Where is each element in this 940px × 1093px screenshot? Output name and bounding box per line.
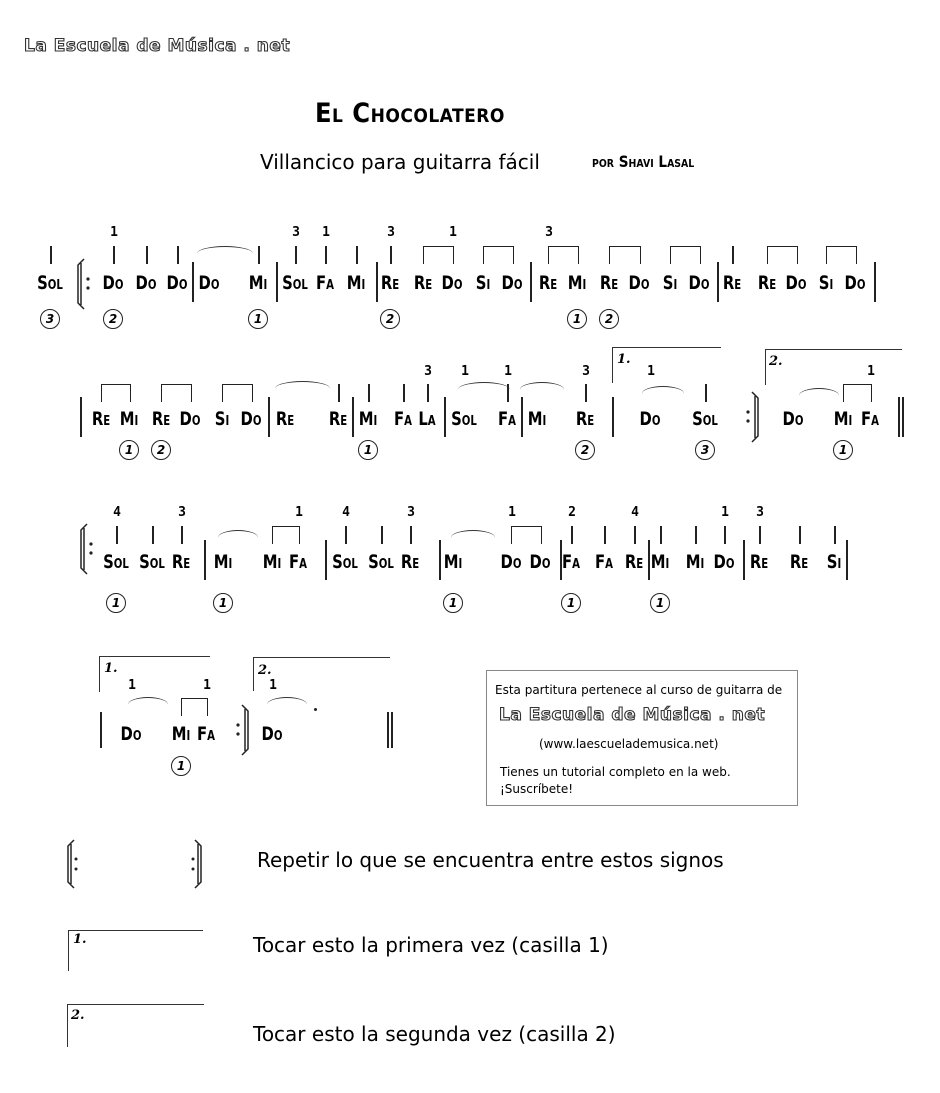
note-re: Re bbox=[151, 408, 171, 430]
beam bbox=[272, 526, 300, 544]
finger-number: 1 bbox=[269, 678, 277, 693]
note-re: Re bbox=[575, 408, 595, 430]
repeat-start-icon bbox=[78, 522, 98, 578]
note-mi: Mi bbox=[171, 723, 191, 745]
note-fa: Fa bbox=[562, 551, 580, 573]
barline bbox=[560, 540, 562, 580]
string-number-circle: 1 bbox=[833, 440, 853, 460]
barline bbox=[521, 397, 523, 437]
stem bbox=[113, 246, 115, 264]
string-number-circle: 2 bbox=[599, 309, 619, 329]
note-re: Re bbox=[624, 551, 644, 573]
note-re: Re bbox=[171, 551, 191, 573]
volta-2-label: 2. bbox=[71, 1008, 85, 1023]
note-si: Si bbox=[818, 272, 834, 294]
note-re: Re bbox=[722, 272, 742, 294]
volta-2-bracket bbox=[765, 349, 902, 385]
note-do: Do bbox=[501, 272, 523, 294]
note-mi: Mi bbox=[346, 272, 366, 294]
stem bbox=[604, 526, 606, 544]
note-do: Do bbox=[500, 551, 522, 573]
tie-slur bbox=[799, 388, 839, 403]
note-mi: Mi bbox=[262, 551, 282, 573]
volta-2-label: 2. bbox=[258, 663, 272, 678]
finger-number: 1 bbox=[449, 225, 457, 240]
tie-slur bbox=[458, 382, 510, 397]
note-sol: Sol bbox=[282, 272, 308, 294]
finger-number: 1 bbox=[203, 678, 211, 693]
note-sol: Sol bbox=[451, 408, 477, 430]
note-re: Re bbox=[400, 551, 420, 573]
beam bbox=[826, 246, 857, 264]
note-sol: Sol bbox=[37, 272, 63, 294]
tie-slur bbox=[451, 530, 495, 545]
volta-2-label: 2. bbox=[769, 354, 783, 369]
finger-number: 3 bbox=[178, 505, 186, 520]
finger-number: 1 bbox=[508, 505, 516, 520]
note-do: Do bbox=[628, 272, 650, 294]
finger-number: 1 bbox=[647, 364, 655, 379]
note-sol: Sol bbox=[368, 551, 394, 573]
volta-1-label: 1. bbox=[73, 932, 87, 947]
volta-1-label: 1. bbox=[104, 661, 118, 676]
note-do: Do bbox=[529, 551, 551, 573]
finger-number: 3 bbox=[407, 505, 415, 520]
beam bbox=[767, 246, 798, 264]
repeat-end-icon bbox=[232, 703, 252, 759]
stem bbox=[695, 526, 697, 544]
repeat-signs-icon bbox=[64, 838, 214, 890]
barline bbox=[376, 262, 378, 302]
barline bbox=[352, 397, 354, 437]
note-do: Do bbox=[441, 272, 463, 294]
barline bbox=[717, 262, 719, 302]
barline bbox=[444, 397, 446, 437]
stem bbox=[585, 384, 587, 402]
tie-slur bbox=[197, 246, 253, 261]
stem bbox=[368, 384, 370, 402]
note-do: Do bbox=[179, 408, 201, 430]
finger-number: 2 bbox=[568, 505, 576, 520]
note-do: Do bbox=[135, 272, 157, 294]
note-re: Re bbox=[91, 408, 111, 430]
info-line-3: Tienes un tutorial completo en la web. bbox=[500, 765, 731, 779]
finger-number: 1 bbox=[867, 364, 875, 379]
note-si: Si bbox=[662, 272, 678, 294]
note-si: Si bbox=[475, 272, 491, 294]
beam bbox=[670, 246, 701, 264]
finger-number: 1 bbox=[322, 225, 330, 240]
note-re: Re bbox=[328, 408, 348, 430]
page-title: El Chocolatero bbox=[315, 98, 505, 129]
stem bbox=[325, 246, 327, 264]
stem bbox=[345, 526, 347, 544]
note-mi: Mi bbox=[358, 408, 378, 430]
repeat-end-icon bbox=[742, 390, 762, 446]
barline bbox=[276, 262, 278, 302]
double-barline bbox=[387, 712, 389, 748]
stem bbox=[660, 526, 662, 544]
note-do: Do bbox=[782, 408, 804, 430]
note-sol: Sol bbox=[139, 551, 165, 573]
tie-slur bbox=[520, 382, 564, 397]
stem bbox=[410, 526, 412, 544]
stem bbox=[732, 246, 734, 264]
note-la: La bbox=[418, 408, 436, 430]
finger-number: 3 bbox=[582, 364, 590, 379]
info-line-1: Esta partitura pertenece al curso de guitarra de bbox=[495, 683, 783, 697]
note-do: Do bbox=[120, 723, 142, 745]
note-sol: Sol bbox=[692, 408, 718, 430]
tie-slur bbox=[218, 530, 258, 545]
string-number-circle: 1 bbox=[119, 440, 139, 460]
note-re: Re bbox=[757, 272, 777, 294]
note-si: Si bbox=[826, 551, 842, 573]
stem bbox=[152, 526, 154, 544]
beam bbox=[161, 384, 192, 402]
finger-number: 1 bbox=[461, 364, 469, 379]
beam bbox=[423, 246, 454, 264]
note-mi: Mi bbox=[443, 551, 463, 573]
stem bbox=[50, 246, 52, 264]
stem bbox=[403, 384, 405, 402]
string-number-circle: 1 bbox=[213, 593, 233, 613]
stem bbox=[381, 526, 383, 544]
note-mi: Mi bbox=[213, 551, 233, 573]
note-fa: Fa bbox=[394, 408, 412, 430]
stem bbox=[116, 526, 118, 544]
string-number-circle: 1 bbox=[650, 593, 670, 613]
note-do: Do bbox=[844, 272, 866, 294]
site-brand-logo: La Escuela de Música . net bbox=[24, 36, 291, 56]
note-do: Do bbox=[785, 272, 807, 294]
barline bbox=[439, 540, 441, 580]
note-re: Re bbox=[749, 551, 769, 573]
note-si: Si bbox=[214, 408, 230, 430]
stem bbox=[834, 526, 836, 544]
barline bbox=[612, 397, 614, 437]
stem bbox=[177, 246, 179, 264]
note-fa: Fa bbox=[861, 408, 879, 430]
string-number-circle: 3 bbox=[695, 440, 715, 460]
string-number-circle: 2 bbox=[103, 309, 123, 329]
note-mi: Mi bbox=[248, 272, 268, 294]
note-do: Do bbox=[102, 272, 124, 294]
finger-number: 4 bbox=[342, 505, 350, 520]
note-mi: Mi bbox=[650, 551, 670, 573]
stem bbox=[759, 526, 761, 544]
tie-slur bbox=[642, 386, 684, 401]
stem bbox=[724, 526, 726, 544]
finger-number: 3 bbox=[292, 225, 300, 240]
stem bbox=[390, 246, 392, 264]
stem bbox=[181, 526, 183, 544]
note-do: Do bbox=[713, 551, 735, 573]
beam bbox=[609, 246, 641, 264]
note-do: Do bbox=[240, 408, 262, 430]
note-fa: Fa bbox=[316, 272, 334, 294]
beam bbox=[222, 384, 253, 402]
stem bbox=[427, 384, 429, 402]
note-fa: Fa bbox=[595, 551, 613, 573]
beam bbox=[181, 698, 208, 716]
string-number-circle: 1 bbox=[248, 309, 268, 329]
note-fa: Fa bbox=[197, 723, 215, 745]
string-number-circle: 1 bbox=[567, 309, 587, 329]
double-barline bbox=[391, 712, 393, 748]
volta-1-icon bbox=[68, 930, 203, 971]
note-re: Re bbox=[538, 272, 558, 294]
note-mi: Mi bbox=[527, 408, 547, 430]
double-barline bbox=[898, 397, 900, 437]
double-barline bbox=[902, 397, 904, 437]
note-do: Do bbox=[166, 272, 188, 294]
finger-number: 4 bbox=[113, 505, 121, 520]
subtitle: Villancico para guitarra fácil bbox=[260, 150, 540, 174]
finger-number: 1 bbox=[110, 225, 118, 240]
finger-number: 3 bbox=[424, 364, 432, 379]
barline bbox=[530, 262, 532, 302]
info-box bbox=[486, 670, 798, 806]
barline bbox=[325, 540, 327, 580]
string-number-circle: 1 bbox=[171, 756, 191, 776]
stem bbox=[571, 526, 573, 544]
stem bbox=[705, 384, 707, 402]
note-fa: Fa bbox=[498, 408, 516, 430]
stem bbox=[258, 246, 260, 264]
note-sol: Sol bbox=[332, 551, 358, 573]
finger-number: 4 bbox=[631, 505, 639, 520]
beam bbox=[483, 246, 514, 264]
legend-repeat-text: Repetir lo que se encuentra entre estos signos bbox=[257, 848, 724, 872]
tie-slur bbox=[128, 697, 168, 712]
tie-slur bbox=[275, 381, 330, 396]
string-number-circle: 1 bbox=[106, 593, 126, 613]
note-do: Do bbox=[639, 408, 661, 430]
string-number-circle: 3 bbox=[40, 309, 60, 329]
info-line-4: ¡Suscríbete! bbox=[500, 782, 574, 796]
finger-number: 1 bbox=[504, 364, 512, 379]
finger-number: 1 bbox=[128, 678, 136, 693]
barline bbox=[192, 262, 194, 302]
barline bbox=[648, 540, 650, 580]
string-number-circle: 1 bbox=[358, 440, 378, 460]
note-sol: Sol bbox=[103, 551, 129, 573]
barline bbox=[874, 262, 876, 302]
finger-number: 1 bbox=[721, 505, 729, 520]
volta-2-bracket bbox=[253, 657, 390, 691]
finger-number: 3 bbox=[387, 225, 395, 240]
author: por Shavi Lasal bbox=[592, 152, 695, 171]
repeat-start-icon bbox=[75, 257, 95, 313]
info-url: (www.laescuelademusica.net) bbox=[539, 737, 719, 751]
barline bbox=[846, 540, 848, 580]
string-number-circle: 2 bbox=[575, 440, 595, 460]
stem bbox=[356, 246, 358, 264]
string-number-circle: 2 bbox=[151, 440, 171, 460]
stem bbox=[295, 246, 297, 264]
note-do: Do bbox=[688, 272, 710, 294]
note-mi: Mi bbox=[685, 551, 705, 573]
staccato-dot bbox=[314, 708, 317, 711]
finger-number: 3 bbox=[756, 505, 764, 520]
barline bbox=[268, 397, 270, 437]
note-re: Re bbox=[413, 272, 433, 294]
note-do: Do bbox=[198, 272, 220, 294]
string-number-circle: 1 bbox=[561, 593, 581, 613]
beam bbox=[548, 246, 579, 264]
beam bbox=[511, 526, 542, 544]
barline bbox=[100, 712, 102, 748]
barline bbox=[80, 397, 82, 437]
finger-number: 3 bbox=[545, 225, 553, 240]
tie-slur bbox=[267, 697, 307, 712]
note-mi: Mi bbox=[833, 408, 853, 430]
info-brand-logo: La Escuela de Música . net bbox=[499, 705, 766, 725]
volta-2-icon bbox=[67, 1004, 204, 1047]
note-mi: Mi bbox=[567, 272, 587, 294]
stem bbox=[146, 246, 148, 264]
legend-volta1-text: Tocar esto la primera vez (casilla 1) bbox=[253, 933, 609, 957]
stem bbox=[338, 384, 340, 402]
note-re: Re bbox=[275, 408, 295, 430]
beam bbox=[843, 384, 872, 402]
volta-1-label: 1. bbox=[617, 352, 631, 367]
string-number-circle: 1 bbox=[443, 593, 463, 613]
legend-volta2-text: Tocar esto la segunda vez (casilla 2) bbox=[253, 1022, 616, 1046]
finger-number: 1 bbox=[295, 505, 303, 520]
stem bbox=[799, 526, 801, 544]
string-number-circle: 2 bbox=[380, 309, 400, 329]
note-re: Re bbox=[599, 272, 619, 294]
note-re: Re bbox=[789, 551, 809, 573]
stem bbox=[634, 526, 636, 544]
note-do: Do bbox=[261, 723, 283, 745]
barline bbox=[743, 540, 745, 580]
beam bbox=[101, 384, 131, 402]
note-re: Re bbox=[380, 272, 400, 294]
note-mi: Mi bbox=[119, 408, 139, 430]
note-fa: Fa bbox=[289, 551, 307, 573]
barline bbox=[204, 540, 206, 580]
